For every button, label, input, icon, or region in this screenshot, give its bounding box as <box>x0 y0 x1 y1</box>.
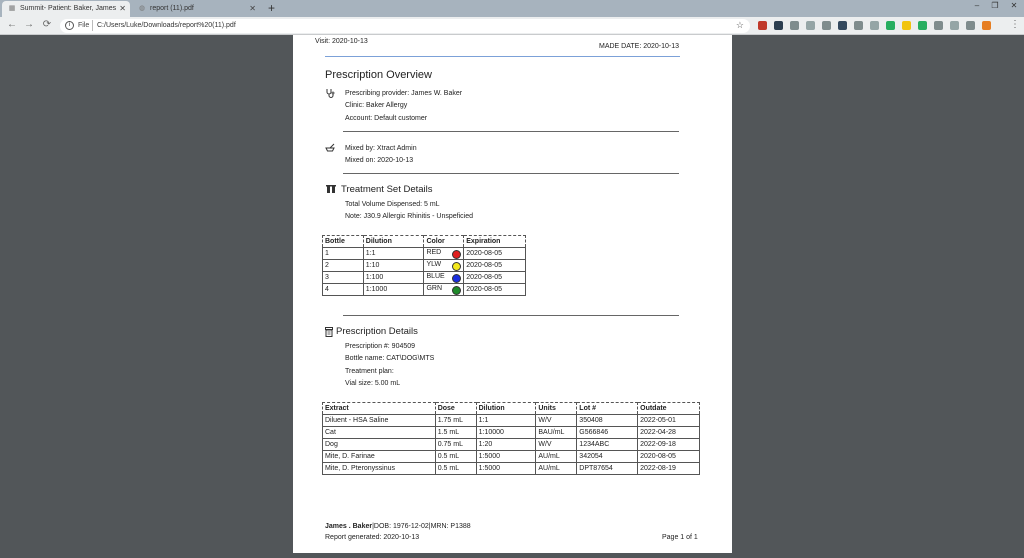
bottle-cell: 3 <box>323 272 364 284</box>
reload-button[interactable]: ⟳ <box>42 19 52 30</box>
tab-strip <box>0 0 1024 17</box>
table-row <box>323 439 700 451</box>
extension-icon[interactable] <box>950 21 959 30</box>
mixed-by: Mixed by: Xtract Admin <box>345 145 417 152</box>
extension-icon[interactable] <box>774 21 783 30</box>
close-tab-icon[interactable]: ✕ <box>119 4 126 13</box>
made-date: MADE DATE: 2020-10-13 <box>599 43 680 50</box>
address-separator <box>92 20 93 31</box>
maximize-button[interactable]: ❐ <box>991 1 999 10</box>
browser-toolbar <box>0 17 1024 35</box>
column-header: Bottle <box>323 236 364 248</box>
prescribing-provider: Prescribing provider: James W. Baker <box>345 90 463 97</box>
vials-icon <box>326 185 336 196</box>
clinic-name: Clinic: Baker Allergy <box>345 102 408 109</box>
lot-cell: G566846 <box>577 427 638 439</box>
column-header: Lot # <box>577 403 638 415</box>
color-cell <box>424 260 464 272</box>
globe-icon: ◍ <box>138 5 146 12</box>
table-row <box>323 415 700 427</box>
outdate-cell: 2022-08-19 <box>638 463 700 475</box>
table-row <box>323 451 700 463</box>
close-tab-icon[interactable]: ✕ <box>249 4 256 13</box>
lot-cell: 1234ABC <box>577 439 638 451</box>
extension-icon[interactable] <box>934 21 943 30</box>
extension-icon[interactable] <box>870 21 879 30</box>
tab-report-pdf[interactable] <box>132 1 260 17</box>
column-header: Units <box>536 403 577 415</box>
stethoscope-icon <box>325 88 335 100</box>
page-number: Page 1 of 1 <box>662 534 698 541</box>
extension-icon[interactable] <box>886 21 895 30</box>
color-dot-icon <box>452 250 461 259</box>
extract-cell: Dog <box>323 439 436 451</box>
units-cell: W/V <box>536 439 577 451</box>
back-button[interactable]: ← <box>7 19 17 30</box>
url-text[interactable]: C:/Users/Luke/Downloads/report%20(11).pdf <box>97 22 236 29</box>
treatment-divider <box>343 315 679 316</box>
extension-icon[interactable] <box>966 21 975 30</box>
expiration-cell: 2020-08-05 <box>464 248 526 260</box>
units-cell: AU/mL <box>536 451 577 463</box>
lot-cell: DPT87654 <box>577 463 638 475</box>
table-row <box>323 260 526 272</box>
tab-label: report (11).pdf <box>150 5 194 12</box>
column-header: Extract <box>323 403 436 415</box>
column-header: Dose <box>435 403 476 415</box>
scheme-label: File <box>78 22 90 29</box>
dilution-cell: 1:1000 <box>363 284 424 296</box>
visit-date: Visit: 2020-10-13 <box>315 38 368 45</box>
dilution-cell: 1:1 <box>363 248 424 260</box>
units-cell: AU/mL <box>536 463 577 475</box>
extension-icon[interactable] <box>918 21 927 30</box>
outdate-cell: 2022-09-18 <box>638 439 700 451</box>
extract-cell: Mite, D. Farinae <box>323 451 436 463</box>
report-generated: Report generated: 2020-10-13 <box>325 534 420 541</box>
column-header: Expiration <box>464 236 526 248</box>
color-dot-icon <box>452 286 461 295</box>
info-icon[interactable]: i <box>65 21 74 30</box>
bottle-cell: 1 <box>323 248 364 260</box>
extract-cell: Cat <box>323 427 436 439</box>
dose-cell: 0.5 mL <box>435 451 476 463</box>
units-cell: BAU/mL <box>536 427 577 439</box>
color-cell <box>424 284 464 296</box>
bottle-cell: 4 <box>323 284 364 296</box>
expiration-cell: 2020-08-05 <box>464 260 526 272</box>
close-window-button[interactable]: ✕ <box>1010 1 1018 10</box>
extension-icon[interactable] <box>806 21 815 30</box>
table-row <box>323 284 526 296</box>
extension-icon[interactable] <box>838 21 847 30</box>
dilution-cell: 1:10000 <box>476 427 536 439</box>
prescription-bottle-icon <box>325 327 333 339</box>
lot-cell: 350408 <box>577 415 638 427</box>
color-label: RED <box>426 248 442 256</box>
outdate-cell: 2020-08-05 <box>638 451 700 463</box>
extract-cell: Diluent - HSA Saline <box>323 415 436 427</box>
color-label: GRN <box>426 284 442 292</box>
treatment-note: Note: J30.9 Allergic Rhinitis - Unspeficied <box>345 213 474 220</box>
dilution-cell: 1:100 <box>363 272 424 284</box>
extension-icon[interactable] <box>758 21 767 30</box>
color-label: YLW <box>426 260 442 268</box>
grid-favicon-icon: ▦ <box>8 5 16 12</box>
header-divider <box>325 56 680 57</box>
forward-button[interactable]: → <box>24 19 34 30</box>
bottle-name: Bottle name: CAT\DOG\MTS <box>345 355 435 362</box>
column-header: Color <box>424 236 464 248</box>
treatment-plan: Treatment plan: <box>345 368 394 375</box>
extension-icon[interactable] <box>982 21 991 30</box>
dilution-cell: 1:5000 <box>476 451 536 463</box>
prescription-details-title: Prescription Details <box>336 326 418 337</box>
account-name: Account: Default customer <box>345 115 428 122</box>
address-bar[interactable] <box>60 19 750 33</box>
dose-cell: 0.5 mL <box>435 463 476 475</box>
table-row <box>323 427 700 439</box>
overview-divider <box>343 131 679 132</box>
outdate-cell: 2022-04-28 <box>638 427 700 439</box>
outdate-cell: 2022-05-01 <box>638 415 700 427</box>
column-header: Outdate <box>638 403 700 415</box>
vial-size: Vial size: 5.00 mL <box>345 380 401 387</box>
column-header: Dilution <box>363 236 424 248</box>
bottle-cell: 2 <box>323 260 364 272</box>
table-row <box>323 272 526 284</box>
expiration-cell: 2020-08-05 <box>464 272 526 284</box>
color-cell <box>424 248 464 260</box>
dose-cell: 0.75 mL <box>435 439 476 451</box>
extension-icon[interactable] <box>902 21 911 30</box>
prescription-number: Prescription #: 904509 <box>345 343 416 350</box>
patient-footer <box>325 522 471 531</box>
pdf-page <box>293 35 732 553</box>
units-cell: W/V <box>536 415 577 427</box>
menu-icon[interactable]: ⋮ <box>1010 19 1020 30</box>
dose-cell: 1.5 mL <box>435 427 476 439</box>
dilution-cell: 1:1 <box>476 415 536 427</box>
prescription-extract-table <box>322 402 700 475</box>
color-dot-icon <box>452 274 461 283</box>
dilution-cell: 1:20 <box>476 439 536 451</box>
dilution-cell: 1:10 <box>363 260 424 272</box>
extension-icon[interactable] <box>854 21 863 30</box>
table-header-row <box>323 236 526 248</box>
table-row <box>323 463 700 475</box>
column-header: Dilution <box>476 403 536 415</box>
total-volume: Total Volume Dispensed: 5 mL <box>345 201 440 208</box>
treatment-set-table <box>322 235 526 296</box>
mixed-divider <box>343 173 679 174</box>
table-row <box>323 248 526 260</box>
mortar-pestle-icon <box>325 143 335 155</box>
tab-patient[interactable] <box>2 1 130 17</box>
treatment-set-title: Treatment Set Details <box>341 184 433 195</box>
extension-icon[interactable] <box>822 21 831 30</box>
table-header-row <box>323 403 700 415</box>
prescription-overview-title: Prescription Overview <box>325 69 432 81</box>
mixed-on: Mixed on: 2020-10-13 <box>345 157 414 164</box>
extract-cell: Mite, D. Pteronyssinus <box>323 463 436 475</box>
extension-icon[interactable] <box>790 21 799 30</box>
color-label: BLUE <box>426 272 445 280</box>
new-tab-button[interactable]: + <box>268 1 276 15</box>
patient-info: |DOB: 1976-12-02|MRN: P1388 <box>372 523 471 530</box>
color-cell <box>424 272 464 284</box>
dose-cell: 1.75 mL <box>435 415 476 427</box>
minimize-button[interactable]: – <box>974 1 980 10</box>
dilution-cell: 1:5000 <box>476 463 536 475</box>
patient-name: James . Baker <box>325 523 373 530</box>
bookmark-star-icon[interactable]: ☆ <box>735 20 744 30</box>
expiration-cell: 2020-08-05 <box>464 284 526 296</box>
tab-label: Summit- Patient: Baker, James <box>20 5 117 12</box>
color-dot-icon <box>452 262 461 271</box>
lot-cell: 342054 <box>577 451 638 463</box>
